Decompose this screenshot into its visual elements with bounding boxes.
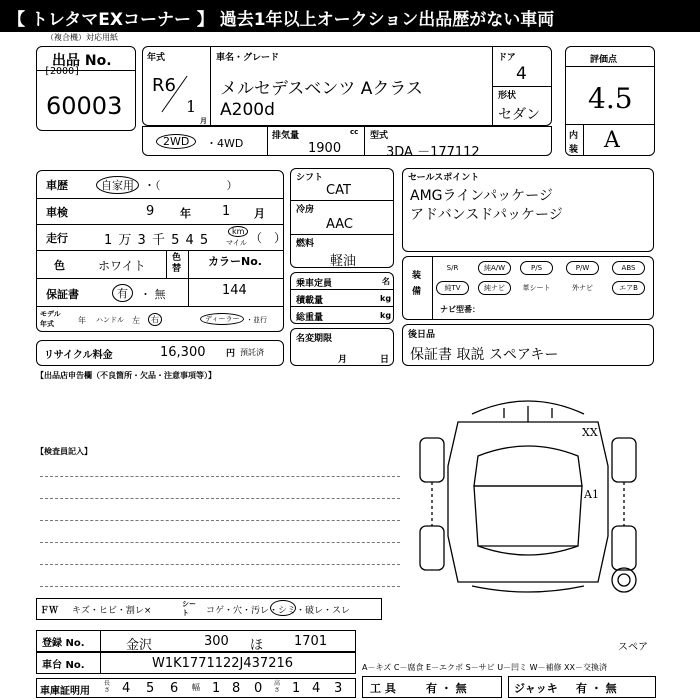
- equip-airbag: エアB: [612, 281, 645, 295]
- aircon-value: AAC: [326, 217, 353, 232]
- spec-box: [142, 126, 552, 156]
- shift-label: シフト: [296, 173, 324, 183]
- equip-leather-seat: 革シート: [522, 284, 551, 292]
- history-circled: 自家用: [96, 176, 139, 194]
- inspection-year-unit: 年: [180, 207, 191, 220]
- mileage-unit: km: [228, 226, 248, 237]
- note-line: [40, 498, 400, 499]
- equip-genuine-navi: 純ナビ: [478, 281, 511, 295]
- damage-legend: A－キズ C－腐食 E－エクボ S－サビ U－凹ミ W－補修 XX－交換済: [362, 663, 608, 672]
- score-label: 評価点: [590, 55, 618, 65]
- fuel-value: 軽油: [330, 254, 357, 269]
- drive-2wd: 2WD: [156, 134, 196, 149]
- score-value: 4.5: [588, 82, 633, 115]
- note-line: [40, 564, 400, 565]
- width-digit: 8: [232, 681, 241, 696]
- registration-number: 1701: [294, 634, 328, 649]
- chassis-value: W1K1771122J437216: [152, 656, 294, 671]
- model-label: 型式: [370, 131, 389, 141]
- color-code-label: カラーNo.: [208, 255, 262, 268]
- model-year-label-2: 年式: [40, 320, 54, 328]
- height-label: 高さ: [274, 680, 281, 694]
- sales-points-label: セールスポイント: [408, 173, 480, 183]
- navi-model-label: ナビ型番：: [440, 305, 480, 314]
- shape-value: セダン: [498, 107, 541, 123]
- recycle-label: リサイクル料金: [44, 350, 113, 361]
- dealer-option: ディーラー: [200, 313, 244, 325]
- capacity-unit: 名: [382, 277, 390, 286]
- mileage-value: 1 万 3 千 5 4 5: [104, 233, 210, 248]
- warranty-label: 保証書: [46, 288, 79, 301]
- parallel-option: ・並行: [246, 316, 267, 324]
- lot-label: 出品 No.: [52, 53, 112, 69]
- registration-kana: ほ: [250, 638, 264, 653]
- equipment-label-1: 装: [412, 271, 422, 281]
- equip-power-steering: P/S: [520, 261, 553, 275]
- model-year-label-1: モデル: [40, 310, 61, 318]
- note-line: [40, 476, 400, 477]
- handle-left: 左: [132, 316, 140, 325]
- interior-label-2: 装: [569, 145, 579, 155]
- name-change-unit: 月: [338, 355, 348, 365]
- accessories-value: 保証書 取説 スペアキー: [410, 347, 559, 363]
- inspection-month: 1: [222, 204, 231, 219]
- width-label: 幅: [192, 683, 200, 692]
- header-subline: （複合機）対応用紙: [46, 33, 118, 42]
- interior-label-1: 内: [569, 131, 579, 141]
- sales-points-line-1: AMGラインパッケージ: [410, 188, 553, 204]
- fw-defects: キズ・ヒビ・割レ×: [72, 606, 152, 616]
- fw-label: ＦＷ: [40, 606, 59, 616]
- color-label: 色: [54, 259, 65, 272]
- jack-label: ジャッキ: [514, 682, 558, 695]
- car-name: メルセデスベンツ Aクラス: [220, 79, 423, 99]
- capacity-label: 乗車定員: [296, 279, 333, 289]
- shift-value: CAT: [326, 183, 351, 198]
- history-rest: ・（ ）: [144, 179, 238, 192]
- equip-power-window: P/W: [566, 261, 599, 275]
- handle-right: 右: [148, 313, 162, 326]
- registration-label: 登録 No.: [42, 638, 85, 649]
- inspector-notes-label: 【検査員記入】: [36, 447, 92, 456]
- equip-abs: ABS: [612, 261, 645, 275]
- note-line: [40, 586, 400, 587]
- width-digit: 1: [212, 681, 221, 696]
- warranty-circled: 有: [112, 284, 133, 302]
- fw-circled: [270, 600, 296, 616]
- inspection-year: 9: [146, 204, 155, 219]
- length-label: 長さ: [104, 680, 111, 694]
- height-digit: 3: [334, 681, 343, 696]
- year-label: 年式: [147, 53, 166, 63]
- engine-value: 1900: [308, 141, 342, 156]
- color-value: ホワイト: [98, 259, 146, 273]
- color-code: 144: [222, 283, 247, 298]
- history-label: 車歴: [46, 179, 68, 192]
- registration-class: 300: [204, 634, 229, 649]
- color-change-label: 色替: [172, 253, 182, 274]
- accessories-label: 後日品: [408, 330, 436, 340]
- model-value: 3DA －177112: [386, 145, 480, 160]
- car-label: 車名・グレード: [216, 53, 280, 63]
- recycle-note: 預託済: [240, 348, 264, 357]
- note-line: [40, 542, 400, 543]
- car-damage-diagram: [412, 386, 644, 600]
- header-title: 【 トレタマEXコーナー 】 過去1年以上オークション出品歴がない車両: [8, 10, 555, 30]
- year-era: R6: [152, 75, 176, 96]
- doors-value: 4: [516, 64, 527, 84]
- note-line: [40, 520, 400, 521]
- jack-value: 有 ・ 無: [576, 682, 617, 695]
- equip-genuine-tv: 純TV: [436, 281, 469, 295]
- warranty-rest: ・ 無: [140, 288, 166, 301]
- length-digit: 5: [146, 681, 155, 696]
- height-digit: 1: [292, 681, 301, 696]
- length-digit: 4: [122, 681, 131, 696]
- mileage-note: （ ）: [250, 231, 287, 245]
- name-change-day-unit: 日: [380, 355, 390, 365]
- lot-year-stamp: [2000]: [44, 66, 81, 77]
- chassis-label: 車台 No.: [42, 660, 85, 671]
- fw-seat-label: シート: [182, 600, 196, 617]
- weight-unit: kg: [380, 311, 392, 320]
- weight-label: 総重量: [296, 313, 324, 323]
- inspection-month-unit: 月: [254, 207, 265, 220]
- load-label: 積載量: [296, 296, 324, 306]
- damage-mark-xx: XX: [582, 426, 598, 439]
- recycle-unit: 円: [226, 349, 236, 359]
- fuel-label: 燃料: [296, 239, 315, 249]
- width-digit: 0: [254, 681, 263, 696]
- load-unit: kg: [380, 294, 392, 303]
- equip-genuine-aw: 純A/W: [478, 261, 511, 275]
- doors-label: ドア: [498, 53, 516, 63]
- length-digit: 6: [170, 681, 179, 696]
- recycle-value: 16,300: [160, 345, 206, 360]
- interior-value: A: [604, 128, 620, 153]
- certificate-label: 車庫証明用: [40, 686, 90, 697]
- mileage-label: 走行: [46, 232, 68, 245]
- tools-value: 有 ・ 無: [426, 682, 467, 695]
- engine-label: 排気量: [272, 131, 300, 141]
- tools-label: 工 具: [370, 682, 396, 695]
- equip-aftermarket-navi: 外ナビ: [572, 284, 593, 292]
- height-digit: 4: [312, 681, 321, 696]
- fw-seat-defects: コゲ・穴・汚レ・シミ・破レ・スレ: [206, 606, 351, 616]
- model-year-nen: 年: [78, 316, 86, 325]
- mileage-alt-unit: マイル: [226, 239, 247, 247]
- spare-label: スペア: [618, 642, 648, 653]
- year-month-suffix: 月: [200, 117, 207, 125]
- equip-sunroof: S/R: [446, 264, 459, 272]
- name-change-label: 名変期限: [296, 334, 333, 344]
- year-month: 1: [186, 97, 197, 116]
- lot-number: 60003: [46, 92, 123, 120]
- damage-mark-a1: A1: [584, 488, 599, 501]
- shape-label: 形状: [498, 91, 517, 101]
- engine-unit: cc: [350, 128, 359, 136]
- equipment-label-2: 備: [412, 287, 422, 297]
- inspection-label: 車検: [46, 206, 68, 219]
- seller-notes-label: 【出品店申告欄（不良箇所・欠品・注意事項等）】: [36, 371, 216, 380]
- registration-region: 金沢: [126, 638, 153, 653]
- aircon-label: 冷房: [296, 205, 315, 215]
- sales-points-line-2: アドバンスドパッケージ: [410, 207, 563, 223]
- drive-4wd: ・4WD: [206, 137, 244, 150]
- car-grade: A200d: [220, 100, 275, 120]
- handle-label: ハンドル: [96, 316, 124, 324]
- detail-box: [36, 170, 287, 332]
